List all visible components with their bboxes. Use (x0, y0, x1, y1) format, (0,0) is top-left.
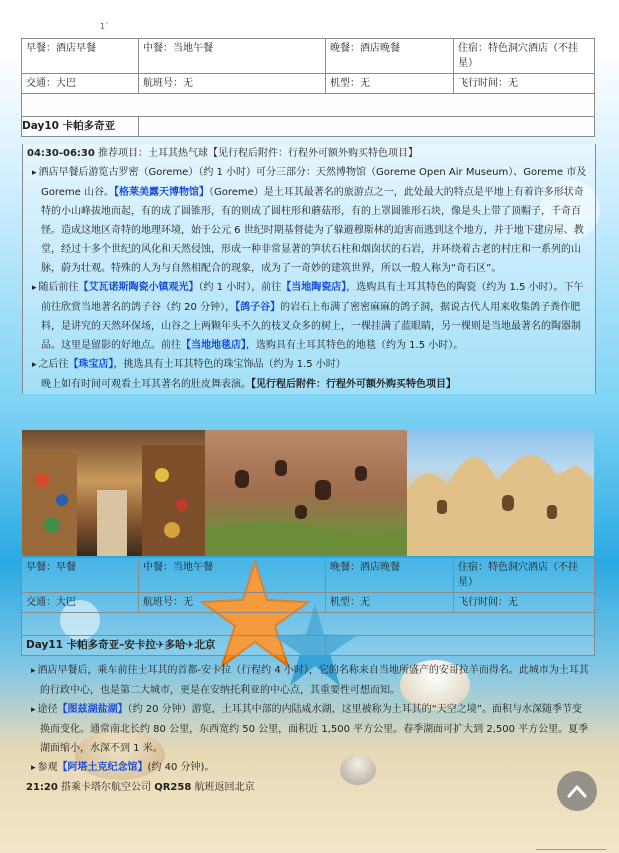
transport-cell: 交通：大巴 (22, 74, 139, 94)
cave-dwellings-photo (205, 430, 407, 556)
flight-no-cell: 航班号：无 (139, 593, 326, 613)
flight-time-cell: 飞行时间：无 (454, 74, 595, 94)
hotel-cell: 住宿：特色洞穴酒店（不挂星） (454, 558, 595, 593)
bottom-divider (536, 849, 606, 850)
day10-content (22, 144, 596, 394)
back-to-top-button[interactable] (557, 771, 597, 811)
day11-paragraph-ataturk: ▸ 参观【阿塔土克纪念馆】(约 40 分钟)。 (26, 758, 590, 778)
day10-title-spacer (139, 117, 595, 137)
lunch-cell: 中餐：当地午餐 (139, 558, 326, 593)
day10-paragraph-goreme: ▸ 酒店早餐后游览古罗密（Goreme）（约 1 小时）可分三部分：天然博物馆（Goreme Open Air Museum）、Goreme 市及 Goreme 山谷。【格莱美露天博物馆】（Goreme）是土耳其最著名的旅游点之一，此处最大的特点是平地上有着许多形状奇特的小山峰拔地而起，有的成了圆锥形，有的则成了圆柱形和蘑菇形，有的上罩圆锥形石块，像是头上带了顶帽子，千奇百怪。造成这地区奇特的地理环境，始于公元 6 世纪时期基督徒为了躲避穆斯林的迫害而逃到这个地方，并于地下建房屋、教堂，经过十多个世纪的风化和天然侵蚀，形成一种非常显著的笋状石柱和烟囱状的石岩，并环绕着古老的村庄和一系列的山脉，蔚为壮观。特殊的人为与自然相配合的现象，成为了一奇妙的建筑世界，所以一般人称为“奇石区”。 (27, 163, 591, 278)
transport-cell: 交通：大巴 (22, 593, 139, 613)
rock-formations-photo (407, 430, 594, 556)
chevron-up-icon (567, 782, 587, 800)
day11-flight-line: 21:20 搭乘卡塔尔航空公司 QR258 航班返回北京 (26, 782, 255, 793)
flight-time-cell: 飞行时间：无 (454, 593, 595, 613)
day10-time: 04:30-06:30 (27, 148, 95, 159)
aircraft-cell: 机型：无 (326, 593, 454, 613)
day11-paragraph-tuz-lake: ▸ 途径【图兹湖盐湖】（约 20 分钟）游览，土耳其中部的内陆咸水湖，这里被称为土耳其的“天空之境”。面积与水深随季节变换而变化。通常南北长约 80 公里，东西宽约 50 公里，面积近 1,500 平方公里。春季湖面可扩大到 2,500 平方公里。夏季湖面缩小，水深不到 1 米。 (26, 700, 590, 758)
day11-paragraph-ankara: ▸ 酒店早餐后，乘车前往土耳其的首都-安卡拉（行程约 4 小时），它的名称来自当地所盛产的安哥拉羊而得名。此城市为土耳其的行政中心，也是第二大城市，更是在安纳托利亚的中心点，其重要性可想而知。 (26, 661, 590, 700)
day9-info-table (21, 38, 594, 137)
dinner-cell: 晚餐：酒店晚餐 (326, 39, 454, 74)
day10-paragraph-avanos: ▸ 随后前往【艾瓦诺斯陶瓷小镇观光】（约 1 小时），前往【当地陶瓷店】，选购具有土耳其特色的陶瓷（约为 1.5 小时）。下午前往欣赏当地著名的鸽子谷（约 20 分钟），【鸽子谷】的岩石上布满了密密麻麻的鸽子洞，据说古代人用来收集鸽子粪作肥料，是讲究的天然环保场，山谷之上两颗年头不久的枝叉众多的树上，一棵挂满了蓝眼睛，另一棵则是当地最著名的陶器制品。这里是留影的好地点。前往【当地地毯店】，选购具有土耳其特色的地毯（约为 1.5 小时）。 (27, 278, 591, 355)
header-mark: 1` (100, 22, 110, 31)
day11-title-spacer (326, 636, 595, 656)
day10-paragraph-jewelry: ▸ 之后往【珠宝店】，挑选具有土耳其特色的珠宝饰品（约为 1.5 小时） (27, 355, 591, 375)
flight-no-cell: 航班号：无 (139, 74, 326, 94)
day10-title: Day10 卡帕多奇亚 (22, 117, 139, 137)
aircraft-cell: 机型：无 (326, 74, 454, 94)
pottery-shop-photo (22, 430, 205, 556)
spacer-row (22, 94, 595, 117)
dinner-cell: 晚餐：酒店晚餐 (326, 558, 454, 593)
day11-content (22, 661, 594, 797)
spacer-row (22, 613, 595, 636)
lunch-cell: 中餐：当地午餐 (139, 39, 326, 74)
breakfast-cell: 早餐：酒店早餐 (22, 39, 139, 74)
hotel-cell: 住宿：特色洞穴酒店（不挂星） (454, 39, 595, 74)
day10-paragraph-evening: 晚上如有时间可观看土耳其著名的肚皮舞表演。【见行程后附件：行程外可额外购买特色项目】 (41, 379, 456, 390)
day10-photo-strip (22, 430, 594, 556)
day10-info-table (21, 557, 594, 656)
day10-time-line: 04:30-06:30 推荐项目：土耳其热气球【见行程后附件：行程外可额外购买特色项目】 (27, 148, 418, 159)
breakfast-cell: 早餐：早餐 (22, 558, 139, 593)
goreme-museum-link: 【格莱美露天博物馆】 (113, 187, 209, 198)
day11-title: Day11 卡帕多奇亚–安卡拉✈多哈✈北京 (22, 636, 326, 656)
